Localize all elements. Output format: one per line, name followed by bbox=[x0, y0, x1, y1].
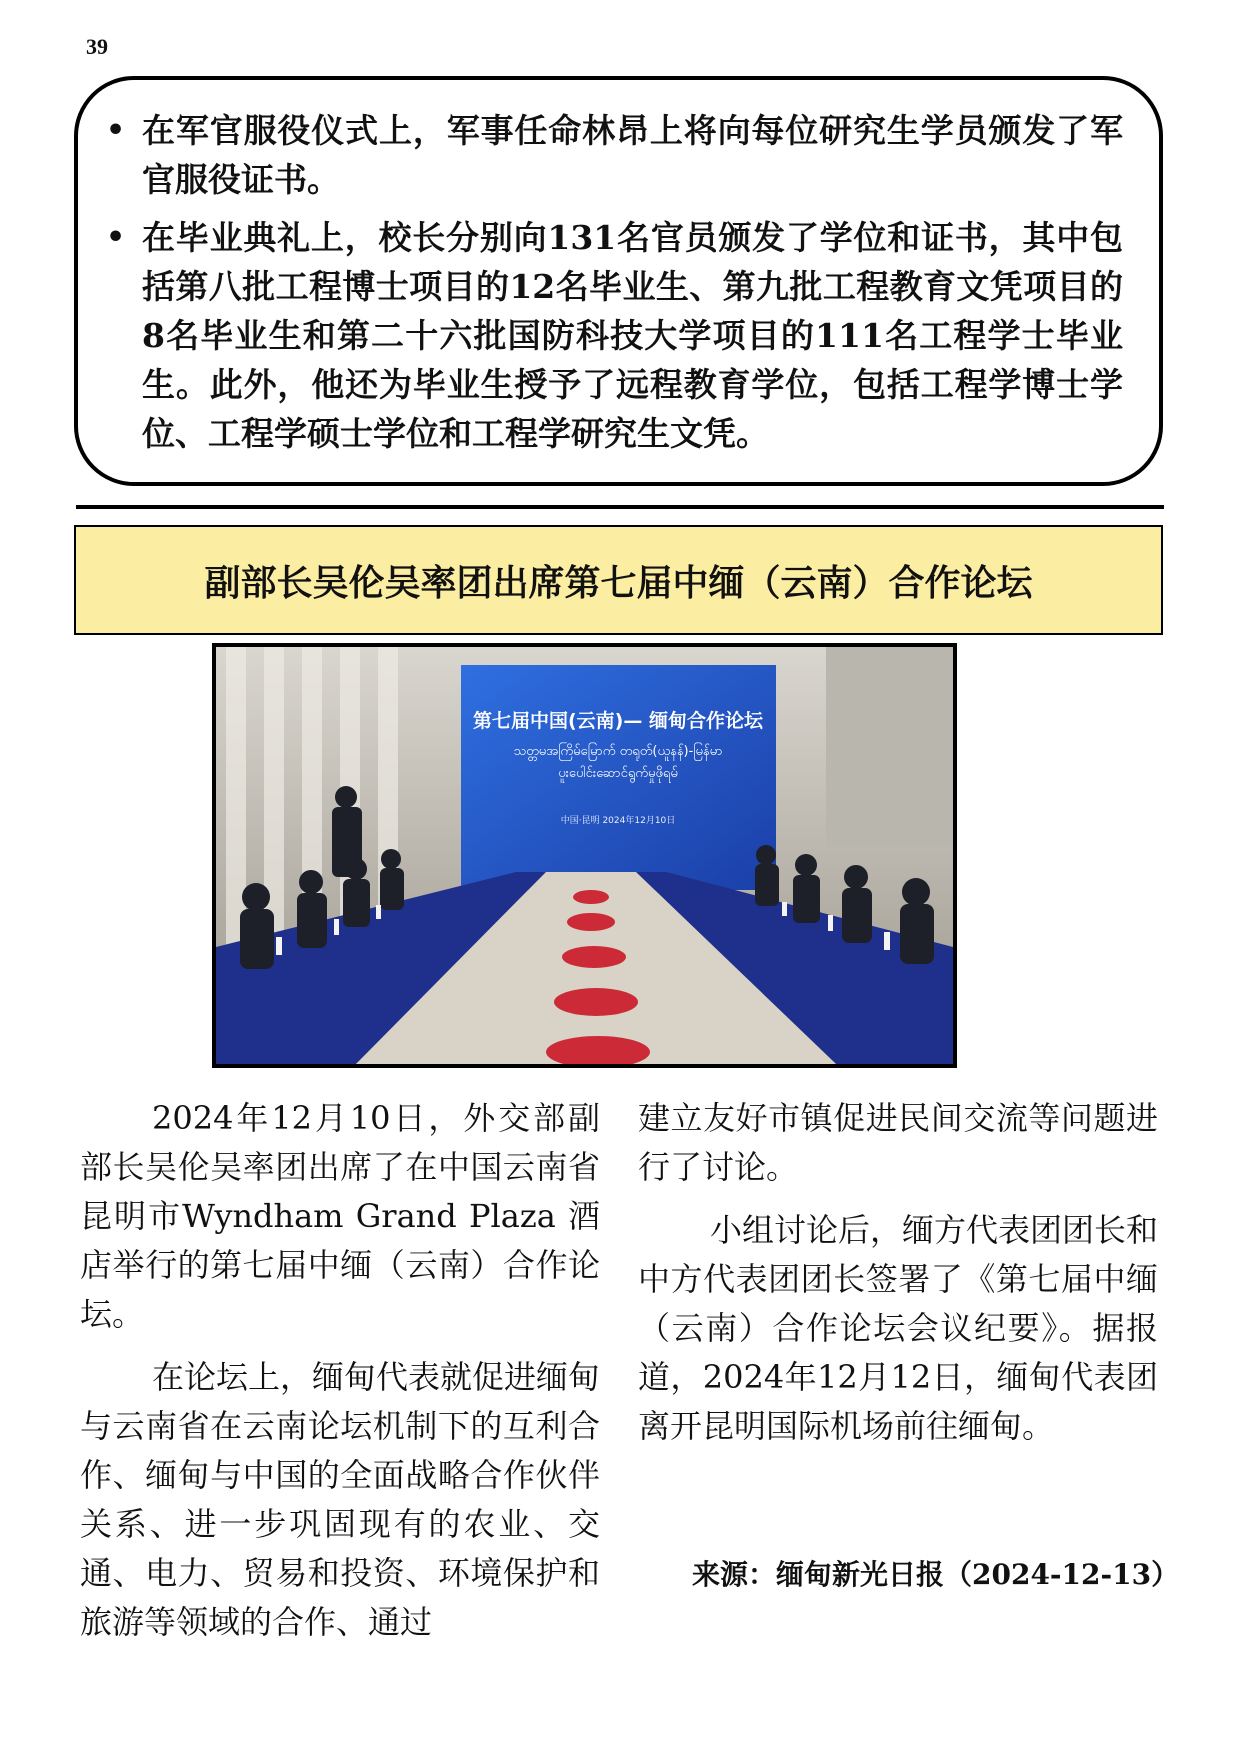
section-divider bbox=[76, 505, 1164, 509]
bullet-dot-icon: • bbox=[106, 113, 126, 148]
article-paragraph: 小组讨论后，缅方代表团团长和中方代表团团长签署了《第七届中缅（云南）合作论坛会议纪要》。据报道，2024年12月12日，缅甸代表团离开昆明国际机场前往缅甸。 bbox=[638, 1211, 1159, 1445]
forum-photo-illustration bbox=[216, 647, 953, 1064]
bullet-item bbox=[106, 106, 1123, 204]
screen-subtitle: သတ္တမအကြိမ်မြောက် တရုတ်(ယူနန်)-မြန်မာ bbox=[513, 744, 723, 759]
callout-box bbox=[74, 76, 1163, 486]
source-credit: 来源：缅甸新光日报（2024-12-13） bbox=[692, 1558, 1180, 1591]
article-column-left bbox=[80, 1094, 600, 1661]
article-column-right bbox=[638, 1094, 1158, 1465]
screen-date: 中国·昆明 2024年12月10日 bbox=[560, 816, 676, 826]
page-number: 39 bbox=[86, 34, 108, 59]
screen-subtitle-2: ပူးပေါင်းဆောင်ရွက်မှုဖိုရမ် bbox=[558, 766, 678, 781]
screen-title: 第七届中国(云南)— 缅甸合作论坛 bbox=[473, 710, 763, 732]
bullet-dot-icon: • bbox=[106, 220, 126, 255]
bullet-item bbox=[106, 213, 1123, 458]
bullet-text: 在毕业典礼上，校长分别向131名官员颁发了学位和证书，其中包括第八批工程博士项目的12名毕业生、第九批工程教育文凭项目的8名毕业生和第二十六批国防科技大学项目的111名工程学士毕业生。此外，他还为毕业生授予了远程教育学位，包括工程学博士学位、工程学硕士学位和工程学研究生文凭。 bbox=[142, 218, 1123, 453]
article-headline: 副部长吴伦吴率团出席第七届中缅（云南）合作论坛 bbox=[204, 562, 1033, 604]
bullet-list bbox=[106, 106, 1123, 458]
forum-photo bbox=[212, 643, 957, 1068]
headline-box bbox=[74, 525, 1163, 635]
article-paragraph: 建立友好市镇促进民间交流等问题进行了讨论。 bbox=[638, 1099, 1158, 1186]
article-paragraph: 2024年12月10日，外交部副部长吴伦吴率团出席了在中国云南省昆明市Wyndham Grand Plaza 酒店举行的第七届中缅（云南）合作论坛。 bbox=[80, 1099, 600, 1333]
article-paragraph: 在论坛上，缅甸代表就促进缅甸与云南省在云南论坛机制下的互利合作、缅甸与中国的全面战略合作伙伴关系、进一步巩固现有的农业、交通、电力、贸易和投资、环境保护和旅游等领域的合作、通过 bbox=[80, 1358, 601, 1641]
bullet-text: 在军官服役仪式上，军事任命林昂上将向每位研究生学员颁发了军官服役证书。 bbox=[142, 111, 1123, 199]
